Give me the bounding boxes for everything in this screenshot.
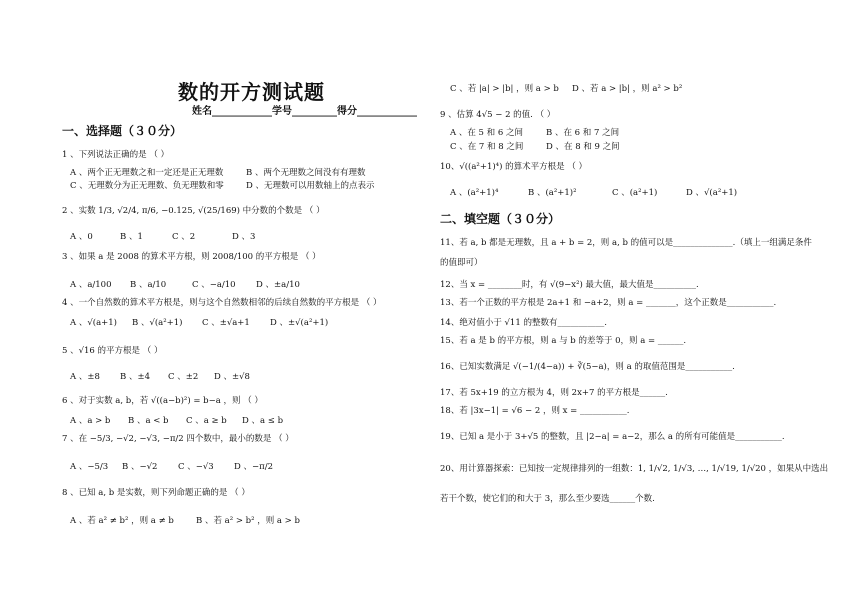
q9-option-d: D 、在 8 和 9 之间 — [546, 142, 620, 152]
q1-option-a: A 、两个正无理数之和一定还是正无理数 — [70, 168, 224, 178]
q9-option-b: B 、在 6 和 7 之间 — [546, 128, 620, 138]
question-2: 2 、实数 1/3, √2/4, π/6, −0.125, √(25/169) 中分数的个数是 （ ） — [62, 206, 325, 216]
q3-option-a: A 、a/100 — [70, 280, 112, 290]
q8-option-d: D 、若 a > |b| ，则 a² > b² — [572, 84, 683, 94]
q3-option-d: D 、±a/10 — [256, 280, 300, 290]
q10-option-c: C 、(a²+1) — [612, 188, 658, 198]
question-1: 1 、下列说法正确的是 （ ） — [62, 150, 170, 160]
q9-option-c: C 、在 7 和 8 之间 — [450, 142, 524, 152]
student-info-line: 姓名____________学号_________得分____________ — [192, 106, 417, 117]
q5-option-b: B 、±4 — [120, 372, 150, 382]
question-15: 15、若 a 是 b 的平方根，则 a 与 b 的差等于 0，则 a = ______. — [440, 336, 687, 346]
q2-option-a: A 、0 — [70, 232, 93, 242]
page-title: 数的开方测试题 — [178, 80, 325, 104]
q10-option-a: A 、(a²+1)⁴ — [450, 188, 499, 198]
q8-option-b: B 、若 a² > b² ，则 a > b — [196, 516, 300, 526]
q8-option-a: A 、若 a² ≠ b² ，则 a ≠ b — [70, 516, 174, 526]
question-7: 7 、在 −5/3, −√2, −√3, −π/2 四个数中，最小的数是 （ ） — [62, 434, 294, 444]
q10-option-d: D 、√(a²+1) — [686, 188, 738, 198]
q3-option-c: C 、−a/10 — [192, 280, 236, 290]
q7-option-b: B 、−√2 — [122, 462, 158, 472]
q4-option-b: B 、√(a²+1) — [132, 318, 183, 328]
question-17: 17、若 5x+19 的立方根为 4，则 2x+7 的平方根是______. — [440, 388, 668, 398]
question-4: 4 、一个自然数的算术平方根是，则与这个自然数相邻的后续自然数的平方根是 （ ） — [62, 298, 382, 308]
q8-option-c: C 、若 |a| > |b| ，则 a > b — [450, 84, 559, 94]
q6-option-c: C 、a ≥ b — [186, 416, 227, 426]
q6-option-b: B 、a < b — [128, 416, 169, 426]
question-3: 3 、如果 a 是 2008 的算术平方根，则 2008/100 的平方根是 （ ） — [62, 252, 321, 262]
q4-option-d: D 、±√(a²+1) — [270, 318, 329, 328]
question-9: 9 、估算 4√5 − 2 的值. （ ） — [440, 110, 556, 120]
question-20: 20、用计算器探索：已知按一定规律排列的一组数：1, 1/√2, 1/√3, …, 1/√19, 1/√20 ，如果从中选出 — [440, 464, 829, 474]
question-8: 8 、已知 a, b 是实数，则下列命题正确的是 （ ） — [62, 488, 250, 498]
question-16: 16、已知实数满足 √(−1/(4−a)) + ∛(5−a)，则 a 的取值范围是___________. — [440, 362, 735, 372]
q1-option-c: C 、无理数分为正无理数、负无理数和零 — [70, 181, 224, 191]
q4-option-c: C 、±√a+1 — [202, 318, 250, 328]
q5-option-c: C 、±2 — [168, 372, 199, 382]
question-11: 11、若 a, b 都是无理数，且 a + b = 2，则 a, b 的值可以是______________.（填上一组满足条件 — [440, 238, 812, 248]
q2-option-c: C 、2 — [172, 232, 196, 242]
q2-option-b: B 、1 — [120, 232, 143, 242]
question-11-continued: 的值即可） — [440, 258, 483, 268]
q5-option-d: D 、±√8 — [214, 372, 250, 382]
q4-option-a: A 、√(a+1) — [70, 318, 117, 328]
q10-option-b: B 、(a²+1)² — [528, 188, 577, 198]
q5-option-a: A 、±8 — [70, 372, 100, 382]
question-18: 18、若 |3x−1| = √6 − 2 ，则 x = ___________. — [440, 406, 630, 416]
question-5: 5 、√16 的平方根是 （ ） — [62, 346, 163, 356]
question-14: 14、绝对值小于 √11 的整数有___________. — [440, 318, 607, 328]
q7-option-d: D 、−π/2 — [234, 462, 273, 472]
q9-option-a: A 、在 5 和 6 之间 — [450, 128, 523, 138]
q1-option-b: B 、两个无理数之间没有有理数 — [246, 168, 366, 178]
question-19: 19、已知 a 是小于 3+√5 的整数，且 |2−a| = a−2，那么 a 的所有可能值是___________. — [440, 432, 785, 442]
q3-option-b: B 、a/10 — [130, 280, 167, 290]
section-choice-heading: 一、选择题（３０分） — [62, 124, 183, 138]
question-20-continued: 若干个数，使它们的和大于 3，那么至少要选______个数. — [440, 494, 655, 504]
q7-option-a: A 、−5/3 — [70, 462, 109, 472]
q6-option-a: A 、a > b — [70, 416, 111, 426]
q7-option-c: C 、−√3 — [178, 462, 214, 472]
q2-option-d: D 、3 — [232, 232, 256, 242]
q6-option-d: D 、a ≤ b — [242, 416, 284, 426]
question-10: 10、√((a²+1)⁴) 的算术平方根是 （ ） — [440, 162, 588, 172]
question-13: 13、若一个正数的平方根是 2a+1 和 −a+2，则 a = _______，这个正数是___________. — [440, 298, 777, 308]
question-12: 12、当 x = ________时，有 √(9−x²) 最大值，最大值是__________. — [440, 280, 699, 290]
question-6: 6 、对于实数 a, b，若 √((a−b)²) = b−a ，则 （ ） — [62, 396, 263, 406]
q1-option-d: D 、无理数可以用数轴上的点表示 — [246, 181, 375, 191]
section-fill-heading: 二、填空题（３０分） — [440, 212, 561, 226]
